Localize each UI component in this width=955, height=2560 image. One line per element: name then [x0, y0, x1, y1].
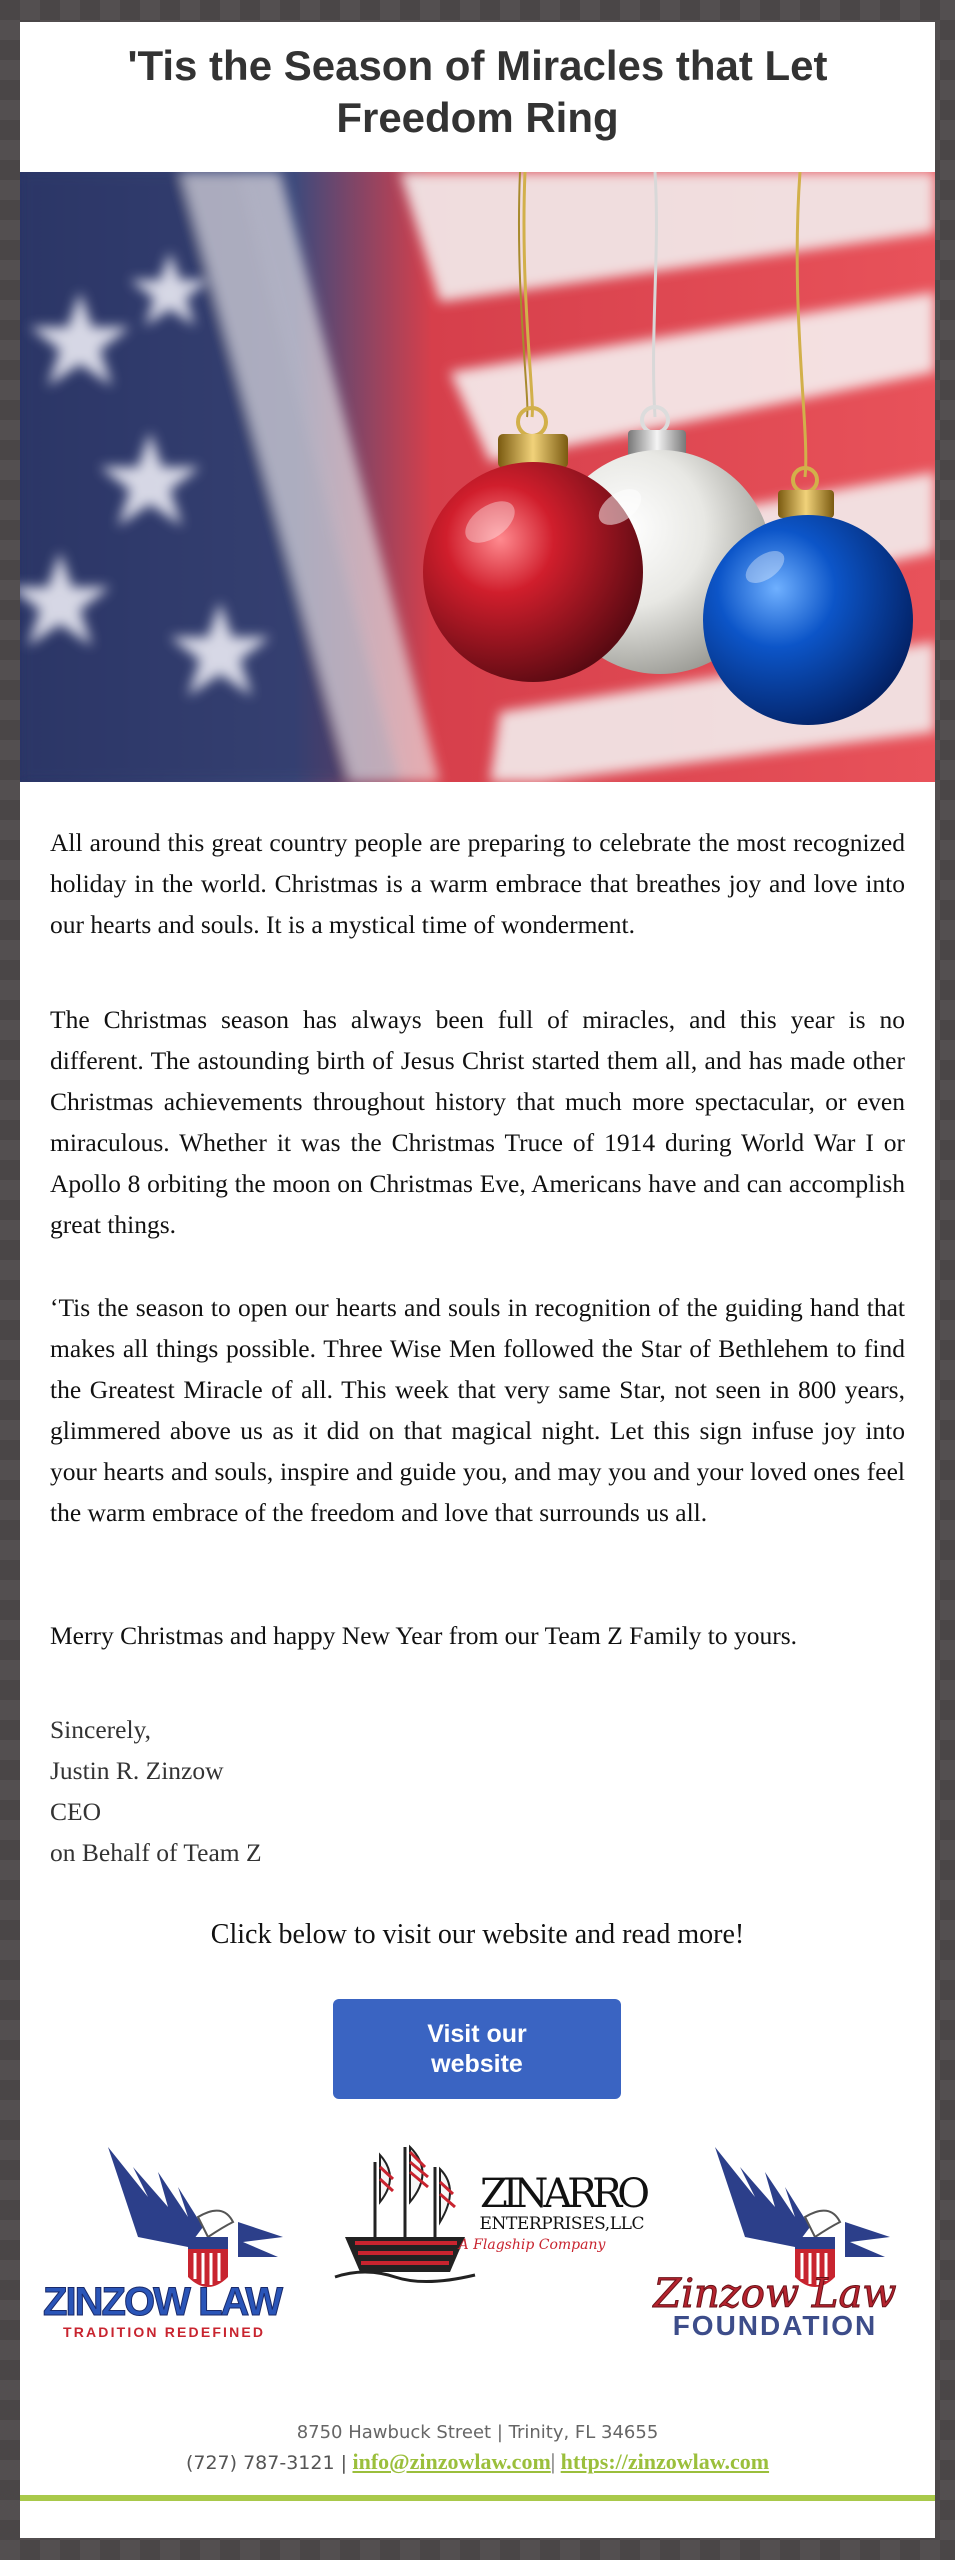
- zinarro-logo-name: ZINARRO: [480, 2171, 650, 2217]
- signature-title: CEO: [50, 1797, 101, 1826]
- visit-website-button-label: Visit our website: [427, 2020, 527, 2078]
- ornaments-flag-illustration: [20, 172, 935, 782]
- eagle-shield-icon: [38, 2127, 288, 2347]
- footer-separator: |: [550, 2449, 556, 2474]
- zinzow-law-logo-name: ZINZOW LAW: [43, 2280, 283, 2324]
- footer-phone: (727) 787-3121 |: [185, 2452, 347, 2474]
- footer-email-link[interactable]: info@zinzowlaw.com: [352, 2449, 551, 2474]
- zinzow-law-logo[interactable]: [38, 2127, 288, 2347]
- ship-icon: [325, 2127, 655, 2297]
- paragraph-2: The Christmas season has always been full of miracles, and this year is no different. The astounding birth of Jesus Christ started them all, and has made other Christmas achievements throughout history that much more spectacular, or even miraculous. Whether it was the Christmas Truce of 1914 during World War I or Apollo 8 orbiting the moon on Christmas Eve, Americans have and can accomplish great things.: [50, 1005, 905, 1239]
- paragraph-3: ‘Tis the season to open our hearts and souls in recognition of the guiding hand that makes all things possible. Three Wise Men followed the Star of Bethlehem to find the Greatest Miracle of all. This week that very same Star, not seen in 800 years, glimmered above us as it did on that magical night. Let this sign infuse joy into your hearts and souls, inspire and guide you, and may you and your loved ones feel the warm embrace of the freedom and love that surrounds us all.: [50, 1293, 905, 1527]
- signature-sincerely: Sincerely,: [50, 1715, 152, 1744]
- signature-block: [50, 1709, 905, 1873]
- footer-contact: [20, 2447, 935, 2478]
- signature-name: Justin R. Zinzow: [50, 1756, 224, 1785]
- zinarro-logo[interactable]: [325, 2127, 655, 2297]
- page-title: 'Tis the Season of Miracles that Let Freedom Ring: [127, 42, 828, 141]
- visit-website-button[interactable]: [333, 1999, 621, 2099]
- email-card: [20, 22, 935, 2538]
- foundation-logo[interactable]: [630, 2127, 920, 2347]
- footer-website-link[interactable]: https://zinzowlaw.com: [560, 2449, 770, 2474]
- eagle-shield-icon: [630, 2127, 920, 2347]
- zinarro-logo-sub: ENTERPRISES,LLC: [479, 2214, 645, 2234]
- hero-image: [20, 172, 935, 782]
- signature-team: on Behalf of Team Z: [50, 1838, 262, 1867]
- cta-text: Click below to visit our website and read more!: [210, 1919, 745, 1950]
- paragraph-1: All around this great country people are preparing to celebrate the most recognized holiday in the world. Christmas is a warm embrace that breathes joy and love into our hearts and souls. It is a mystical time of wonderment.: [50, 828, 905, 939]
- zinzow-law-logo-tagline: TRADITION REDEFINED: [63, 2324, 263, 2340]
- foundation-logo-sub: FOUNDATION: [672, 2310, 878, 2341]
- zinarro-logo-tagline: A Flagship Company: [458, 2237, 606, 2253]
- paragraph-4: Merry Christmas and happy New Year from our Team Z Family to yours.: [50, 1621, 798, 1650]
- foundation-logo-name: Zinzow Law: [653, 2271, 897, 2317]
- footer-address: 8750 Hawbuck Street | Trinity, FL 34655: [296, 2422, 659, 2443]
- footer-divider: [20, 2495, 935, 2501]
